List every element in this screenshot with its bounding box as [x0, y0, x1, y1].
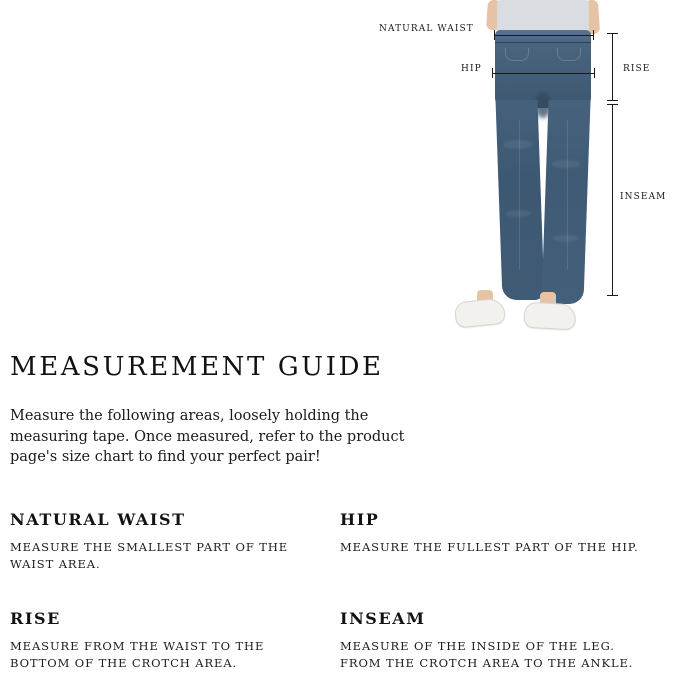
jeans-fold-3 [505, 210, 531, 217]
callout-tick-inseam-bottom [607, 295, 618, 296]
section-natural-waist [10, 510, 340, 574]
section-rise [10, 609, 340, 673]
callout-tick-hip-right [594, 68, 595, 78]
callout-tick-natural-waist-left [494, 30, 495, 40]
callout-line-hip [492, 73, 595, 74]
jeans-leg-left [496, 100, 545, 300]
measurement-sections [10, 510, 669, 673]
section-body-natural-waist: MEASURE THE SMALLEST PART OF THE WAIST AREA. [10, 539, 289, 571]
jeans-seam-right [567, 120, 568, 270]
jeans-pocket-left [505, 48, 529, 61]
measurement-guide-content [0, 352, 679, 673]
jeans-leg-right [541, 100, 590, 304]
section-title-natural-waist: NATURAL WAIST [10, 509, 186, 529]
model-shoe-right [523, 302, 576, 331]
section-hip [340, 510, 669, 574]
callout-line-rise [612, 33, 613, 101]
section-body-rise: MEASURE FROM THE WAIST TO THE BOTTOM OF THE CROTCH AREA. [10, 639, 265, 671]
intro-paragraph: Measure the following areas, loosely holding the measuring tape. Once measured, refer to the product page's size chart to find your perfect pair! [10, 408, 405, 466]
jeans-pocket-right [557, 48, 581, 61]
callout-label-hip: HIP [461, 64, 482, 74]
model-shoe-left [454, 297, 506, 328]
section-body-inseam: MEASURE OF THE INSIDE OF THE LEG. FROM THE CROTCH AREA TO THE ANKLE. [340, 639, 634, 671]
section-title-rise: RISE [10, 609, 61, 629]
section-title-inseam: INSEAM [340, 609, 426, 629]
jeans-graphic [495, 30, 591, 302]
page-title: MEASUREMENT GUIDE [10, 352, 384, 382]
callout-label-rise: RISE [623, 64, 651, 74]
callout-line-inseam [612, 104, 613, 296]
callout-tick-inseam-top [607, 104, 618, 105]
jeans-fold-2 [551, 160, 581, 168]
jeans-waistband [495, 30, 591, 43]
section-body-hip: MEASURE THE FULLEST PART OF THE HIP. [340, 539, 639, 554]
jeans-fold-1 [503, 140, 533, 149]
callout-line-natural-waist [494, 35, 594, 36]
section-inseam [340, 609, 669, 673]
callout-tick-rise-top [607, 33, 618, 34]
callout-tick-rise-bottom [607, 100, 618, 101]
section-title-hip: HIP [340, 509, 380, 529]
callout-label-inseam: INSEAM [620, 192, 667, 202]
callout-label-natural-waist: NATURAL WAIST [379, 24, 474, 34]
callout-tick-natural-waist-right [593, 30, 594, 40]
jeans-fold-4 [553, 235, 579, 242]
callout-tick-hip-left [492, 68, 493, 78]
